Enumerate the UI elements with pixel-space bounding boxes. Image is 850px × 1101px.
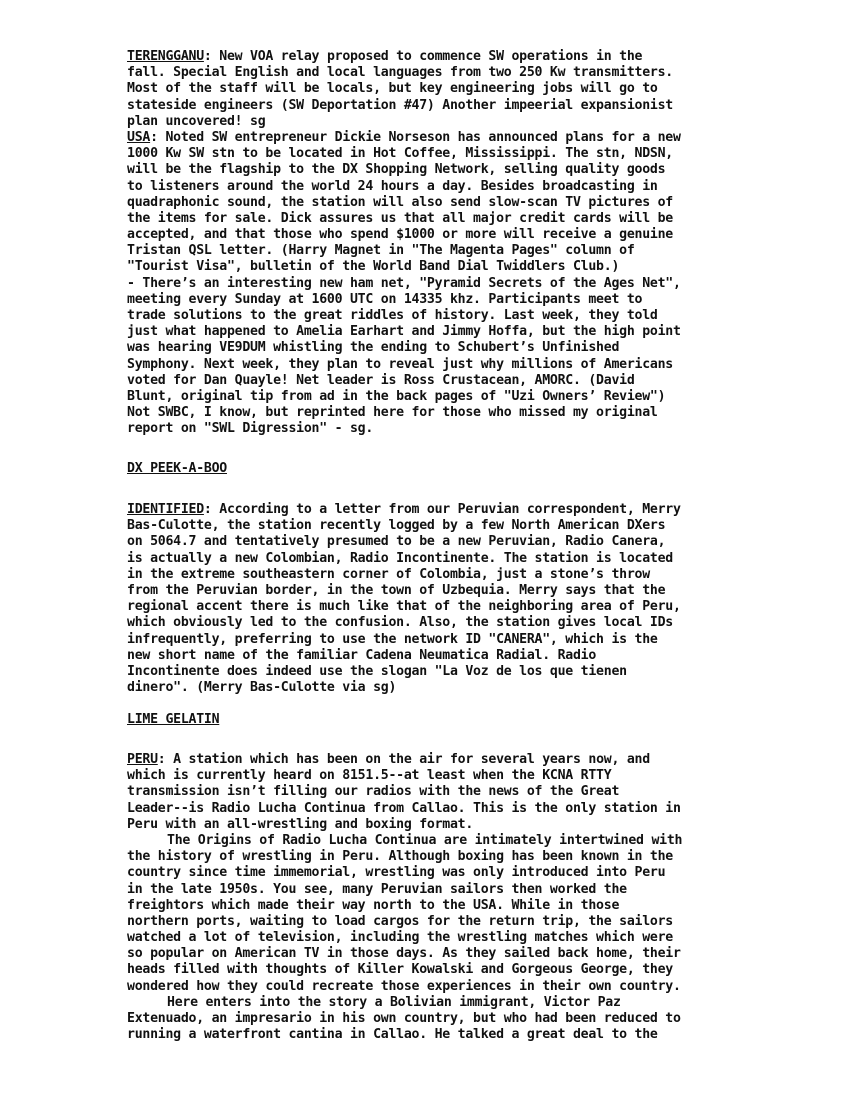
text-line: the items for sale. Dick assures us that all major credit cards will be bbox=[127, 210, 673, 226]
text-line: in the late 1950s. You see, many Peruvian sailors then worked the bbox=[127, 881, 627, 897]
text-line: dinero". (Merry Bas-Culotte via sg) bbox=[127, 680, 397, 696]
text-line: the history of wrestling in Peru. Although boxing has been known in the bbox=[127, 849, 673, 865]
text-line: was hearing VE9DUM whistling the ending to Schubert’s Unfinished bbox=[127, 340, 620, 356]
usa-first-line: USA: Noted SW entrepreneur Dickie Norseson has announced plans for a new bbox=[127, 129, 681, 145]
terengganu-first-line: TERENGGANU: New VOA relay proposed to commence SW operations in the bbox=[127, 49, 643, 64]
text-line: which is currently heard on 8151.5--at least when the KCNA RTTY bbox=[127, 768, 612, 784]
lime-gelatin-heading-block bbox=[127, 712, 827, 728]
text-line: Most of the staff will be locals, but key engineering jobs will go to bbox=[127, 81, 658, 97]
usa-keyword: USA bbox=[127, 129, 151, 145]
text-line: Leader--is Radio Lucha Continua from Callao. This is the only station in bbox=[127, 800, 681, 816]
text-line: - There’s an interesting new ham net, "Pyramid Secrets of the Ages Net", bbox=[127, 275, 681, 291]
text-line: fall. Special English and local languages from two 250 Kw transmitters. bbox=[127, 65, 673, 81]
text-line: freightors which made their way north to the USA. While in those bbox=[127, 897, 620, 913]
peru-keyword: PERU bbox=[127, 752, 158, 767]
lime-gelatin-section bbox=[127, 752, 827, 1043]
text-line: is actually a new Colombian, Radio Incontinente. The station is located bbox=[127, 550, 673, 566]
text-line: quadraphonic sound, the station will also send slow-scan TV pictures of bbox=[127, 194, 673, 210]
terengganu-keyword: TERENGGANU bbox=[127, 49, 204, 64]
text-line: report on "SWL Digression" - sg. bbox=[127, 421, 374, 437]
text-line: 1000 Kw SW stn to be located in Hot Coffee, Mississippi. The stn, NDSN, bbox=[127, 146, 673, 162]
text-line: infrequently, preferring to use the network ID "CANERA", which is the bbox=[127, 631, 658, 647]
text-line: wondered how they could recreate those experiences in their own country. bbox=[127, 978, 681, 994]
paragraph-first-line: Here enters into the story a Bolivian immigrant, Victor Paz bbox=[167, 994, 621, 1010]
text-line: Extenuado, an impresario in his own country, but who had been reduced to bbox=[127, 1011, 681, 1026]
news-column-top bbox=[127, 49, 827, 438]
text-line: northern ports, waiting to load cargos for the return trip, the sailors bbox=[127, 913, 673, 929]
dx-peek-heading-block bbox=[127, 461, 827, 477]
paragraph-first-line: The Origins of Radio Lucha Continua are intimately intertwined with bbox=[167, 832, 683, 848]
identified-keyword: IDENTIFIED bbox=[127, 502, 204, 517]
text-line: so popular on American TV in those days. As they sailed back home, their bbox=[127, 946, 681, 962]
text-line: Peru with an all-wrestling and boxing format. bbox=[127, 816, 474, 832]
text-line: Blunt, original tip from ad in the back pages of "Uzi Owners’ Review") bbox=[127, 388, 666, 404]
text-line: Not SWBC, I know, but reprinted here for those who missed my original bbox=[127, 405, 658, 421]
text-line: to listeners around the world 24 hours a day. Besides broadcasting in bbox=[127, 178, 658, 194]
text-line: watched a lot of television, including the wrestling matches which were bbox=[127, 930, 673, 946]
text-line: Incontinente does indeed use the slogan "La Voz de los que tienen bbox=[127, 663, 627, 679]
text-line: regional accent there is much like that of the neighboring area of Peru, bbox=[127, 599, 681, 615]
dx-peek-section bbox=[127, 502, 827, 696]
section-heading-lime-gelatin: LIME GELATIN bbox=[127, 712, 220, 727]
text-line: transmission isn’t filling our radios with the news of the Great bbox=[127, 784, 620, 800]
identified-first-line: IDENTIFIED: According to a letter from our Peruvian correspondent, Merry bbox=[127, 502, 681, 517]
text-line: meeting every Sunday at 1600 UTC on 14335 khz. Participants meet to bbox=[127, 291, 643, 307]
text-line: stateside engineers (SW Deportation #47) Another impeerial expansionist bbox=[127, 97, 673, 113]
text-line: "Tourist Visa", bulletin of the World Band Dial Twiddlers Club.) bbox=[127, 259, 620, 275]
section-heading-dx-peek: DX PEEK-A-BOO bbox=[127, 461, 227, 476]
text-line: just what happened to Amelia Earhart and Jimmy Hoffa, but the high point bbox=[127, 324, 681, 340]
text-line: Symphony. Next week, they plan to reveal just why millions of Americans bbox=[127, 356, 673, 372]
text-line: heads filled with thoughts of Killer Kowalski and Gorgeous George, they bbox=[127, 962, 673, 978]
text-line: from the Peruvian border, in the town of Uzbequia. Merry says that the bbox=[127, 582, 666, 598]
text-line: accepted, and that those who spend $1000 or more will receive a genuine bbox=[127, 227, 673, 243]
text-line: Tristan QSL letter. (Harry Magnet in "The Magenta Pages" column of bbox=[127, 243, 635, 259]
text-line: plan uncovered! sg bbox=[127, 113, 266, 129]
text-line: new short name of the familiar Cadena Neumatica Radial. Radio bbox=[127, 647, 597, 663]
text-line: trade solutions to the great riddles of history. Last week, they told bbox=[127, 308, 658, 323]
peru-first-line: PERU: A station which has been on the air for several years now, and bbox=[127, 752, 650, 767]
text-line: country since time immemorial, wrestling was only introduced into Peru bbox=[127, 865, 666, 881]
text-line: voted for Dan Quayle! Net leader is Ross Crustacean, AMORC. (David bbox=[127, 372, 635, 388]
text-line: will be the flagship to the DX Shopping Network, selling quality goods bbox=[127, 162, 666, 178]
text-line: which obviously led to the confusion. Also, the station gives local IDs bbox=[127, 615, 673, 631]
text-line: in the extreme southeastern corner of Colombia, just a stone’s throw bbox=[127, 566, 650, 582]
text-line: on 5064.7 and tentatively presumed to be a new Peruvian, Radio Canera, bbox=[127, 534, 666, 550]
text-line: running a waterfront cantina in Callao. He talked a great deal to the bbox=[127, 1027, 658, 1043]
text-line: Bas-Culotte, the station recently logged by a few North American DXers bbox=[127, 518, 666, 534]
